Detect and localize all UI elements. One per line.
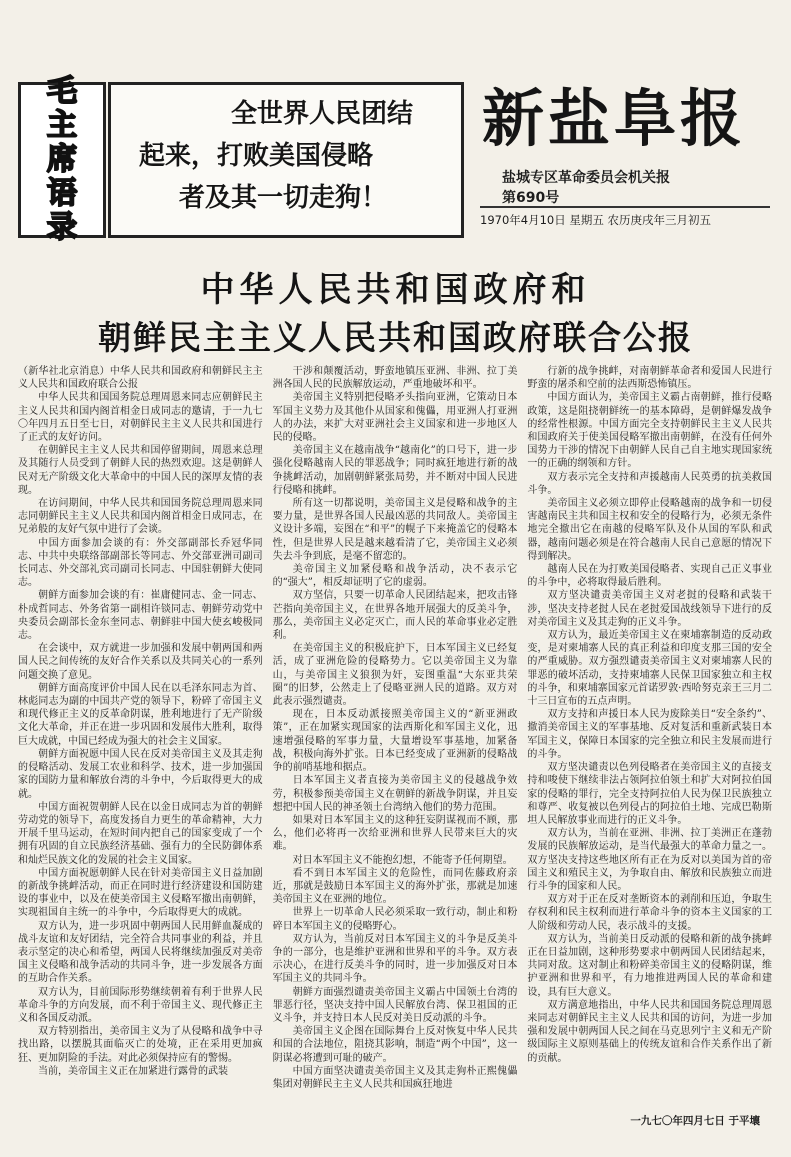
article-paragraph: 中国方面祝贺朝鲜人民在以金日成同志为首的朝鲜劳动党的领导下，高度发扬自力更生的革命精神，大力开展千里马运动，在短时间内把自己的国家变成了一个拥有巩固的自立民族经济基础、强有力的全民防御体系和灿烂民族文化的发展的社会主义国家。 [18, 801, 263, 866]
article-paragraph: 美帝国主义必须立即停止侵略越南的战争和一切侵害越南民主共和国主权和安全的侵略行为，必须无条件地完全撤出它在南越的侵略军队及仆从国的军队和武器，越南问题必须是在符合越南人民自己意愿的情况下得到解决。 [527, 498, 773, 562]
newspaper-title: 新盐阜报 [482, 82, 747, 155]
slogan-line: 全世界人民团结 [231, 99, 414, 129]
article-paragraph: 对日本军国主义不能抱幻想，不能寄予任何期望。 [292, 854, 513, 866]
article-paragraph: 世界上一切革命人民必须采取一致行动，制止和粉碎日本军国主义的侵略野心。 [272, 907, 518, 932]
article-paragraph: 现在，日本反动派接照美帝国主义的“新亚洲政策”，正在加紧实现国家的法西斯化和军国主义化，迅速增强侵略的军事力量，大量增设军事基地，加紧备战，积极向海外扩张。日本已经变成了亚洲新的侵略战争的前哨基地和据点。 [272, 709, 518, 774]
article-paragraph: 双方表示完全支持和声援越南人民英勇的抗美救国斗争。 [527, 471, 773, 496]
article-paragraph: 所有这一切都说明，美帝国主义是侵略和战争的主要力量，是世界各国人民最凶恶的共同敌人。美帝国主义设计多端，妄图在“和平”的幌子下来掩盖它的侵略本性，但是世界人民是越来越看清了它，美帝国主义必须失去斗争到底，是毫不留恋的。 [272, 498, 518, 562]
article-paragraph: 朝鲜方面参加会谈的有：崔庸健同志、金一同志、朴成哲同志、外务省第一副相许锬同志、朝鲜劳动党中央委员会副部长金东奎同志、朝鲜驻中国大使玄峻极同志。 [18, 590, 263, 642]
article-paragraph: 双方认为，最近美帝国主义在柬埔寨制造的反动政变，是对柬埔寨人民的真正利益和印度支那三国的安全的严重威胁。双方强烈谴责美帝国主义对柬埔寨人民的罪恶的破坏活动，支持柬埔寨人民保卫国家独立和主权的斗争，和柬埔寨国家元首诺罗敦·西哈努克亲王三月二十三日宣布的五点声明。 [527, 630, 773, 708]
stamp-char: 毛 [47, 74, 77, 109]
stamp-char: 主 [47, 108, 77, 143]
article-paragraph: 在会谈中，双方就进一步加强和发展中朝两国和两国人民之间传统的友好合作关系以及共同关心的一系列问题交换了意见。 [18, 643, 263, 681]
article-paragraph: 双方坚信，只要一切革命人民团结起来，把攻击锋芒指向美帝国主义，在世界各地开展强大的反美斗争，那么，美帝国主义必定灭亡，而人民的革命事业必定胜利。 [272, 590, 518, 642]
issue-number: 第690号 [502, 190, 560, 206]
article-paragraph: 双方特别指出，美帝国主义为了从侵略和战争中寻找出路，以摆脱其面临灭亡的处境，正在采用更加疯狂、更加阴险的手法。对此必须保持应有的警惕。 [18, 1026, 263, 1064]
article-paragraph: 双方认为，当前在亚洲、非洲、拉丁美洲正在蓬勃发展的民族解放运动，是当代最强大的革命力量之一。双方坚决支持这些地区所有正在为反对以美国为首的帝国主义和殖民主义，为争取自由、解放和民族独立而进行斗争的国家和人民。 [527, 828, 773, 892]
article-paragraph: 当前，美帝国主义正在加紧进行露骨的武装 [38, 1065, 228, 1077]
headline-line-2: 朝鲜民主主义人民共和国政府联合公报 [98, 318, 693, 357]
article-paragraph: 中国方面认为，美帝国主义霸占南朝鲜，推行侵略政策，这是阻挠朝鲜统一的基本障碍，是朝鲜爆发战争的经常性根源。中国方面完全支持朝鲜民主主义人民共和国政府关于使美国侵略军撤出南朝鲜，在没有任何外国势力干涉的情况下由朝鲜人民自己自主地实现国家统一的正确的纲领和方针。 [527, 392, 773, 470]
slogan-line: 者及其一切走狗！ [179, 183, 388, 213]
article-paragraph: 双方满意地指出，中华人民共和国国务院总理周恩来同志对朝鲜民主主义人民共和国的访问，为进一步加强和发展中朝两国人民之间在马克思列宁主义和无产阶级国际主义原则基础上的传统友谊和合作关系作出了新的贡献。 [527, 999, 773, 1064]
article-signoff: 一九七〇年四月七日 于平壤 [560, 1113, 760, 1128]
article-paragraph: 双方认为，进一步巩固中朝两国人民用鲜血凝成的战斗友谊和友好团结，完全符合共同事业的利益，并且表示坚定的决心和希望，两国人民将继续加强反对美帝国主义侵略和战争活动的共同斗争，进一步发展各方面的互助合作关系。 [18, 920, 263, 985]
article-paragraph: 中国方面坚决谴责美帝国主义及其走狗朴正熙傀儡集团对朝鲜民主主义人民共和国疯狂地进 [272, 1065, 518, 1090]
article-paragraph: 在访问期间，中华人民共和国国务院总理周恩来同志同朝鲜民主主义人民共和国内阁首相金日成同志，在兄弟般的友好气氛中进行了会谈。 [18, 498, 263, 536]
article-paragraph: 朝鲜方面祝愿中国人民在反对美帝国主义及其走狗的侵略活动、发展工农业和科学、技术，进一步加强国家的国防力量和解放台湾的斗争中，今后取得更大的成就。 [18, 748, 263, 800]
article-paragraph: 双方坚决谴责美帝国主义对老挝的侵略和武装干涉，坚决支持老挝人民在老挝爱国战线领导下进行的反对美帝国主义及其走狗的正义斗争。 [527, 590, 773, 628]
article-paragraph: 在朝鲜民主主义人民共和国停留期间，周恩来总理及其随行人员受到了朝鲜人民的热烈欢迎。这是朝鲜人民对无产阶级文化大革命中的中国人民的深厚友情的表现。 [18, 445, 263, 496]
slogan-line: 起来，打败美国侵略 [139, 141, 374, 171]
article-paragraph: 行新的战争挑衅，对南朝鲜革命者和爱国人民进行野蛮的屠杀和空前的法西斯恐怖镇压。 [527, 366, 773, 391]
article-paragraph: 双方支持和声援日本人民为废除美日“安全条约”、撤消美帝国主义的军事基地、反对复活和重新武装日本军国主义，保障日本国家的完全独立和民主发展而进行的斗争。 [527, 709, 773, 760]
article-column-2 [273, 365, 518, 1137]
date-line: 1970年4月10日 星期五 农历庚戌年三月初五 [480, 213, 712, 227]
article-paragraph: 看不到日本军国主义的危险性，而同佐藤政府亲近，那就是鼓励日本军国主义的海外扩张，那就是加速美帝国主义在亚洲的地位。 [272, 867, 518, 906]
stamp-char: 录 [47, 210, 77, 245]
article-paragraph: 双方认为，目前国际形势继续朝着有利于世界人民革命斗争的方向发展，而不利于帝国主义、现代修正主义和各国反动派。 [18, 986, 263, 1024]
article-column-1 [18, 365, 263, 1137]
article-paragraph: 双方对于正在反对垄断资本的剥削和压迫，争取生存权利和民主权利而进行革命斗争的资本主义国家的工人阶级和劳动人民，表示战斗的支援。 [527, 894, 773, 932]
article-paragraph: 越南人民在为打败美国侵略者、实现自己正义事业的斗争中，必将取得最后胜利。 [527, 564, 773, 589]
article-paragraph: 朝鲜方面高度评价中国人民在以毛泽东同志为首、林彪同志为副的中国共产党的领导下，粉碎了帝国主义和现代修正主义的反革命阴谋，胜利地进行了无产阶级文化大革命，并正在进一步巩固和发展伟大胜利，取得巨大成就，中国已经成为强大的社会主义国家。 [18, 682, 263, 747]
article-column-3 [527, 365, 772, 1137]
article-body [18, 365, 772, 1137]
article-paragraph: 美帝国主义特别把侵略矛头指向亚洲，它策动日本军国主义势力及其他仆从国家和傀儡，用亚洲人打亚洲人的办法，来扩大对亚洲社会主义国家和进一步地区人民的侵略。 [272, 392, 518, 444]
mao-quotation-stamp [18, 74, 106, 245]
article-paragraph: 双方认为，当前反对日本军国主义的斗争是反美斗争的一部分，也是维护亚洲和世界和平的斗争。双方表示决心，在进行反美斗争的同时，进一步加强反对日本军国主义的共同斗争。 [272, 933, 518, 985]
article-paragraph: 中华人民共和国国务院总理周恩来同志应朝鲜民主主义人民共和国内阁首相金日成同志的邀请，于一九七〇年四月五日至七日，对朝鲜民主主义人民共和国进行了正式的友好访问。 [18, 392, 263, 444]
article-paragraph: 干涉和颠覆活动，野蛮地镇压亚洲、非洲、拉丁美洲各国人民的民族解放运动，严重地破坏和平。 [272, 366, 518, 391]
article-paragraph: 美帝国主义在越南战争“越南化”的口号下，进一步强化侵略越南人民的罪恶战争；同时疯狂地进行新的战争挑衅活动，加剧朝鲜紧张局势，并不断对中国人民进行侵略和挑衅。 [272, 445, 518, 496]
headline-line-1: 中华人民共和国政府和 [200, 270, 591, 310]
article-paragraph: 朝鲜方面强烈谴责美帝国主义霸占中国领土台湾的罪恶行径，坚决支持中国人民解放台湾、保卫祖国的正义斗争，并支持日本人民反对美日反动派的斗争。 [272, 986, 518, 1024]
article-paragraph: 美帝国主义企图在国际舞台上反对恢复中华人民共和国的合法地位，阻挠其影响，制造“两个中国”，这一阴谋必将遭到可耻的破产。 [272, 1026, 518, 1064]
article-paragraph: 中国方面参加会谈的有：外交部副部长乔冠华同志、中共中央联络部副部长等同志、外交部亚洲司副司长同志、外交部礼宾司副司长同志、中国驻朝鲜大使同志。 [18, 537, 263, 589]
slogan-box [108, 82, 464, 238]
stamp-char: 语 [47, 176, 77, 211]
article-paragraph: （新华社北京消息）中华人民共和国政府和朝鲜民主主义人民共和国政府联合公报 [18, 366, 263, 391]
masthead-divider [480, 206, 770, 208]
article-paragraph: 美帝国主义加紧侵略和战争活动，决不表示它的“强大”，相反却证明了它的虚弱。 [272, 564, 518, 589]
article-paragraph: 在美帝国主义的积极庇护下，日本军国主义已经复活，成了亚洲危险的侵略势力。它以美帝国主义为靠山，与美帝国主义狼狈为奸，妄图重温“大东亚共荣圈”的旧梦，公然走上了侵略亚洲人民的道路。双方对此表示强烈谴责。 [272, 643, 518, 708]
article-paragraph: 日本军国主义者直接为美帝国主义的侵越战争效劳，积极参预美帝国主义在朝鲜的新战争阴谋，并且妄想把中国人民的神圣领土台湾纳入他们的势力范围。 [272, 775, 518, 813]
publisher-line: 盐城专区革命委员会机关报 [502, 170, 670, 186]
article-paragraph: 如果对日本军国主义的这种狂妄阴谋视而不顾，那么，他们必将再一次给亚洲和世界人民带来巨大的灾难。 [272, 814, 518, 853]
article-paragraph: 双方认为，当前美日反动派的侵略和新的战争挑衅正在日益加剧，这种形势要求中朝两国人民团结起来，共同对敌。这对制止和粉碎美帝国主义的侵略阴谋，维护亚洲和世界和平，有力地推进两国人民的革命和建设，具有巨大意义。 [527, 933, 773, 998]
article-paragraph: 中国方面祝愿朝鲜人民在针对美帝国主义日益加剧的新战争挑衅活动，而正在同时进行经济建设和国防建设的事业中，以及在使美帝国主义侵略军撤出南朝鲜，实现祖国自主统一的斗争中，今后取得更大的成就。 [18, 867, 263, 919]
stamp-char: 席 [47, 142, 77, 177]
article-paragraph: 双方坚决谴责以色列侵略者在美帝国主义的直接支持和唆使下继续非法占领阿拉伯领土和扩大对阿拉伯国家的侵略的罪行，完全支持阿拉伯人民为保卫民族独立和尊严、收复被以色列侵占的阿拉伯土地、完成巴勒斯坦人民解放事业而进行的正义斗争。 [527, 762, 773, 826]
